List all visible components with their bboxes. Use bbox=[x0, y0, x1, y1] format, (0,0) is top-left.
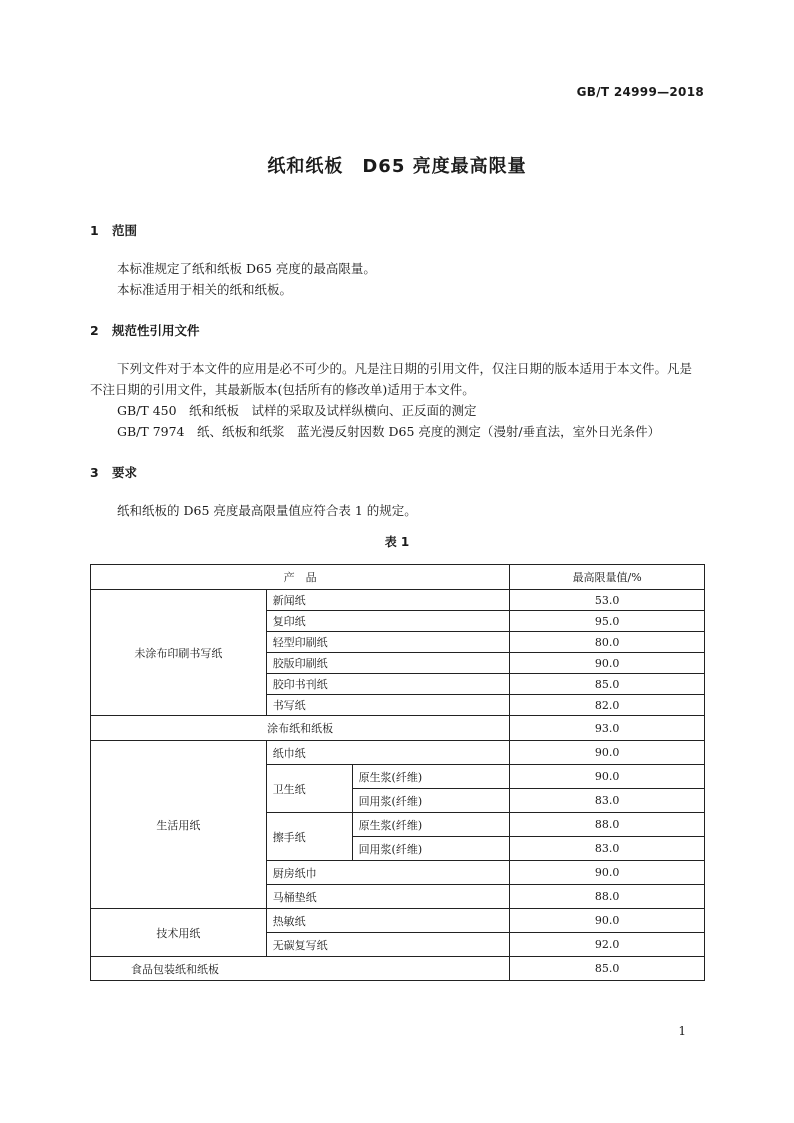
section-title: 要求 bbox=[112, 465, 138, 480]
standard-code: GB/T 24999—2018 bbox=[576, 85, 704, 99]
limit-value: 90.0 bbox=[510, 765, 705, 789]
limit-value: 82.0 bbox=[510, 695, 705, 716]
limit-value: 92.0 bbox=[510, 933, 705, 957]
limit-value: 90.0 bbox=[510, 741, 705, 765]
table-row bbox=[91, 909, 705, 933]
limit-value: 53.0 bbox=[510, 590, 705, 611]
header-max-value: 最高限量值/% bbox=[510, 565, 705, 590]
product-name: 胶版印刷纸 bbox=[266, 653, 510, 674]
product-name: 无碳复写纸 bbox=[266, 933, 510, 957]
product-name: 热敏纸 bbox=[266, 909, 510, 933]
scope-paragraph-2: 本标准适用于相关的纸和纸板。 bbox=[117, 282, 293, 297]
document-title: 纸和纸板 D65 亮度最高限量 bbox=[267, 156, 527, 177]
table-row bbox=[91, 741, 705, 765]
limit-value: 80.0 bbox=[510, 632, 705, 653]
table-row bbox=[91, 590, 705, 611]
limit-value: 90.0 bbox=[510, 861, 705, 885]
table-header-row bbox=[91, 565, 705, 590]
table-caption: 表 1 bbox=[384, 535, 410, 549]
category-food-packaging: 食品包装纸和纸板 bbox=[91, 957, 510, 981]
table-row bbox=[91, 716, 705, 741]
pulp-type: 回用浆(纤维) bbox=[352, 837, 510, 861]
limit-value: 93.0 bbox=[510, 716, 705, 741]
section-1-heading bbox=[90, 221, 137, 239]
table-row bbox=[91, 957, 705, 981]
requirement-paragraph: 纸和纸板的 D65 亮度最高限量值应符合表 1 的规定。 bbox=[117, 503, 417, 518]
section-number: 1 bbox=[90, 223, 99, 238]
category-technical: 技术用纸 bbox=[91, 909, 267, 957]
section-number: 3 bbox=[90, 465, 99, 480]
product-name: 新闻纸 bbox=[266, 590, 510, 611]
product-name: 书写纸 bbox=[266, 695, 510, 716]
section-number: 2 bbox=[90, 323, 99, 338]
limit-value: 90.0 bbox=[510, 653, 705, 674]
header-product: 产 品 bbox=[91, 565, 510, 590]
section-3-heading bbox=[90, 463, 137, 481]
pulp-type: 原生浆(纤维) bbox=[352, 765, 510, 789]
reference-gbt-7974: GB/T 7974 纸、纸板和纸浆 蓝光漫反射因数 D65 亮度的测定（漫射/垂直法，室外日光条件） bbox=[117, 424, 661, 439]
refs-intro-paragraph: 下列文件对于本文件的应用是必不可少的。凡是注日期的引用文件，仅注日期的版本适用于本文件。凡是不注日期的引用文件，其最新版本(包括所有的修改单)适用于本文件。 bbox=[90, 361, 693, 397]
limit-value: 95.0 bbox=[510, 611, 705, 632]
limit-value: 83.0 bbox=[510, 837, 705, 861]
product-name: 马桶垫纸 bbox=[266, 885, 510, 909]
pulp-type: 回用浆(纤维) bbox=[352, 789, 510, 813]
limit-value: 85.0 bbox=[510, 674, 705, 695]
section-2-heading bbox=[90, 321, 200, 339]
product-name: 厨房纸巾 bbox=[266, 861, 510, 885]
page-number: 1 bbox=[678, 1024, 686, 1038]
category-uncoated: 未涂布印刷书写纸 bbox=[91, 590, 267, 716]
brightness-limit-table bbox=[90, 564, 705, 981]
limit-value: 88.0 bbox=[510, 885, 705, 909]
product-name: 轻型印刷纸 bbox=[266, 632, 510, 653]
reference-gbt-450: GB/T 450 纸和纸板 试样的采取及试样纵横向、正反面的测定 bbox=[117, 403, 477, 418]
product-name: 胶印书刊纸 bbox=[266, 674, 510, 695]
section-title: 规范性引用文件 bbox=[112, 323, 200, 338]
category-household: 生活用纸 bbox=[91, 741, 267, 909]
section-title: 范围 bbox=[112, 223, 138, 238]
pulp-type: 原生浆(纤维) bbox=[352, 813, 510, 837]
limit-value: 83.0 bbox=[510, 789, 705, 813]
product-name: 复印纸 bbox=[266, 611, 510, 632]
product-name: 纸巾纸 bbox=[266, 741, 510, 765]
limit-value: 85.0 bbox=[510, 957, 705, 981]
product-name: 擦手纸 bbox=[266, 813, 352, 861]
product-name: 卫生纸 bbox=[266, 765, 352, 813]
limit-value: 88.0 bbox=[510, 813, 705, 837]
limit-value: 90.0 bbox=[510, 909, 705, 933]
category-coated: 涂布纸和纸板 bbox=[91, 716, 510, 741]
scope-paragraph-1: 本标准规定了纸和纸板 D65 亮度的最高限量。 bbox=[117, 261, 376, 276]
